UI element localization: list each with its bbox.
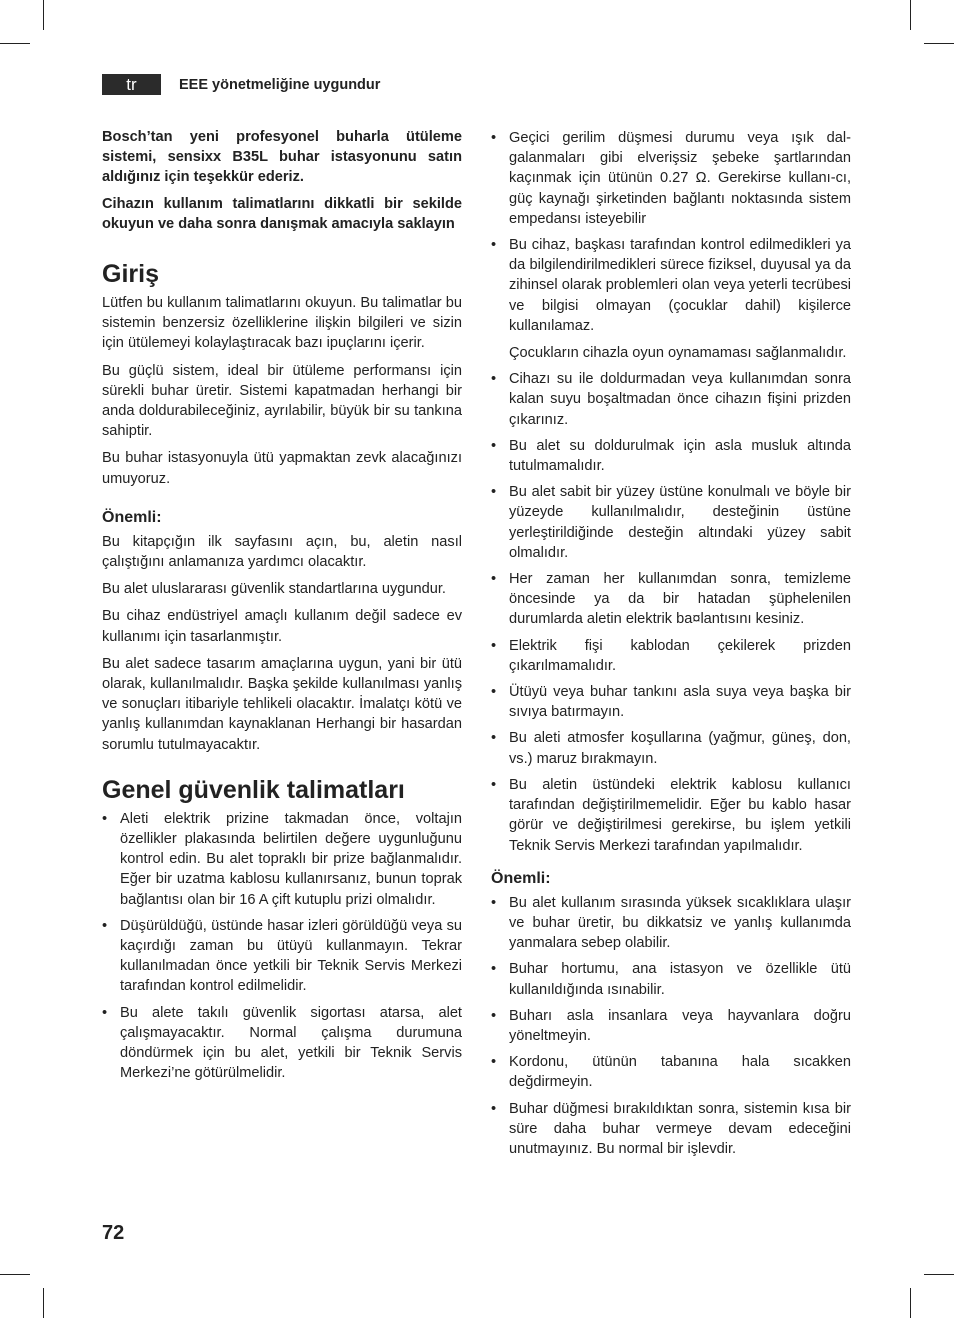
intro-read-instructions: Cihazın kullanım talimatlarını dikkatli bir sekilde okuyun ve daha sonra danışmak amacıyla saklayın (102, 196, 462, 233)
list-item-text: • Bu alete takılı güvenlik sigortası atarsa, alet çalışmayacaktır. Normal çalışma durumuna döndürmek için bu alet, yetkili bir Teknik Servis Merkezi’ne götürülmelidir. (120, 1004, 462, 1082)
list-item (491, 893, 851, 954)
safety-list (102, 809, 462, 1084)
list-item (491, 369, 851, 430)
onemli-heading: Önemli: (102, 508, 162, 526)
list-item-text: • Bu cihaz, başkası tarafından kontrol edilmedikleri ya da bilgilendirilmedikleri sürece fiziksel, duyusal ya da zihinsel olarak problemleri olan veya yeterli tecrübesi ve bilgisi olmayan (çocuklar dahil) kişilerce kullanılamaz. (509, 237, 851, 334)
list-item (491, 1052, 851, 1092)
header-title: EEE yönetmeliğine uygundur (179, 77, 381, 93)
crop-mark (924, 43, 954, 44)
list-item-text: • Buharı asla insanlara veya hayvanlara doğru yöneltmeyin. (509, 1007, 851, 1044)
crop-mark (910, 0, 911, 30)
list-item (491, 482, 851, 563)
onemli-paragraph: Bu alet uluslararası güvenlik standartlarına uygundur. (102, 581, 446, 598)
onemli-heading-2: Önemli: (491, 869, 551, 887)
list-item (491, 959, 851, 999)
list-item (491, 235, 851, 363)
crop-mark (43, 1288, 44, 1318)
language-badge: tr (102, 74, 161, 95)
list-item (491, 1006, 851, 1046)
children-note: Çocukların cihazla oyun oynamaması sağlanmalıdır. (509, 345, 847, 362)
list-item-text: • Buhar düğmesi bırakıldıktan sonra, sistemin kısa bir süre daha buhar vermeye devam edeceğini unutmayınız. Bu normal bir işlevdir. (509, 1100, 851, 1157)
onemli-paragraph: Bu alet sadece tasarım amaçlarına uygun, yani bir ütü olarak, kullanılmalıdır. Başka şekilde kullanılması yanlış ve sonuçları itibariyle tehlikeli olacaktır. İmalatçı kötü ve yanlış kullanımdan kaynaklanan Herhangi bir hasardan sorumlu tutulmayacaktır. (102, 655, 462, 753)
list-item (491, 682, 851, 722)
giris-paragraph: Lütfen bu kullanım talimatlarını okuyun. Bu talimatlar bu sistemin benzersiz özelliklerine ilişkin bilgileri ve sizin için ütülemeyi kolaylaştıracak bazı ipuçlarını içerir. (102, 294, 462, 352)
list-item (491, 569, 851, 630)
page-number: 72 (102, 1222, 125, 1244)
list-item-text: • Geçici gerilim düşmesi durumu veya ışık dal-galanmaları gibi elverişsiz şebeke şartlarından kaçınmak için ütünün 0.27 Ω. Gerekirse kullanı-cı, güç kaynağı şirketinden bağlantı noktasında sistem empedansı isteyebilir (509, 130, 851, 227)
crop-mark (0, 43, 30, 44)
giris-heading: Giriş (102, 259, 159, 288)
list-item (102, 916, 462, 997)
list-item-text: • Elektrik fişi kablodan çekilerek prizden çıkarılmamalıdır. (509, 637, 851, 674)
giris-paragraph: Bu güçlü sistem, ideal bir ütüleme performansı için sürekli buhar üretir. Sistemi kapatmadan herhangi bir anda doldurabileceğiniz, ayrılabilir, büyük bir su tankına sahiptir. (102, 362, 462, 440)
list-item (491, 636, 851, 676)
list-item (491, 775, 851, 856)
list-item-text: • Buhar hortumu, ana istasyon ve özellikle ütü kullanıldığında ısınabilir. (509, 961, 851, 998)
crop-mark (0, 1274, 30, 1275)
safety-list-continued (491, 128, 851, 856)
list-item-text: • Her zaman her kullanımdan sonra, temizleme öncesinde ya da bir hatadan şüphelenilen durumlarda aletin elektrik ba¤lantısını kesiniz. (509, 571, 851, 628)
list-item-text: • Cihazı su ile doldurmadan veya kullanımdan sonra kalan suyu boşaltmadan önce cihazın fişini prizden çıkarınız. (509, 371, 851, 428)
list-item (491, 1099, 851, 1160)
onemli-paragraph: Bu cihaz endüstriyel amaçlı kullanım değil sadece ev kullanımı için tasarlanmıştır. (102, 608, 462, 645)
list-item-text: • Bu aleti atmosfer koşullarına (yağmur, güneş, don, vs.) maruz bırakmayın. (509, 730, 851, 767)
list-item (491, 728, 851, 768)
list-item-text: • Ütüyü veya buhar tankını asla suya veya başka bir sıvıya batırmayın. (509, 684, 851, 721)
crop-mark (924, 1274, 954, 1275)
onemli-paragraph: Bu kitapçığın ilk sayfasını açın, bu, aletin nasıl çalıştığını anlamanıza yardımcı olacaktır. (102, 533, 462, 571)
onemli-list (491, 893, 851, 1159)
intro-thanks: Bosch’tan yeni profesyonel buharla ütüleme sistemi, sensixx B35L buhar istasyonunu satın aldığınız için teşekkür ederiz. (102, 129, 462, 185)
list-item-text: • Kordonu, ütünün tabanına hala sıcakken değdirmeyin. (509, 1054, 851, 1091)
list-item (102, 1003, 462, 1084)
crop-mark (43, 0, 44, 30)
list-item (102, 809, 462, 910)
list-item-text: • Bu alet su doldurulmak için asla musluk altında tutulmamalıdır. (509, 437, 851, 475)
list-item (491, 436, 851, 476)
crop-mark (910, 1288, 911, 1318)
list-item-text: • Aleti elektrik prizine takmadan önce, voltajın özellikler plakasında belirtilen değere uygunluğunu kontrol edin. Bu alet topraklı bir prize bağlanmalıdır. Eğer bir uzatma kablosu kullanırsanız, bunun toprak bağlantısı olan bir 16 A çift kutuplu prizi olmalıdır. (120, 810, 462, 908)
right-column (491, 128, 851, 1165)
safety-heading: Genel güvenlik talimatları (102, 775, 405, 804)
list-item-text: • Bu aletin üstündeki elektrik kablosu kullanıcı tarafından değiştirilmemelidir. Eğer bu kablo hasar görür ve değiştirilmesi gerekirse, bu işlem yetkili Teknik Servis Merkezi tarafından yapılmalıdır. (509, 776, 851, 854)
list-item-text: • Bu alet sabit bir yüzey üstüne konulmalı ve böyle bir yüzeyde kullanılmalıdır, desteğinin üstüne yerleştirildiğinde desteğin altındaki yüzey sabit olmalıdır. (509, 484, 851, 561)
list-item (491, 128, 851, 229)
giris-paragraph: Bu buhar istasyonuyla ütü yapmaktan zevk alacağınızı umuyoruz. (102, 450, 462, 487)
list-item-text: • Bu alet kullanım sırasında yüksek sıcaklıklara ulaşır ve buhar üretir, bu dikkatsiz ve yanlış kullanımda yanmalara sebep olabilir. (509, 894, 851, 952)
list-item-text: • Düşürüldüğü, üstünde hasar izleri görüldüğü veya su kaçırdığı zaman bu ütüyü kullanmayın. Tekrar kullanılmadan önce yetkili bir Teknik Servis Merkezi tarafından kontrol edilmelidir. (120, 917, 462, 995)
left-column (102, 128, 462, 1089)
